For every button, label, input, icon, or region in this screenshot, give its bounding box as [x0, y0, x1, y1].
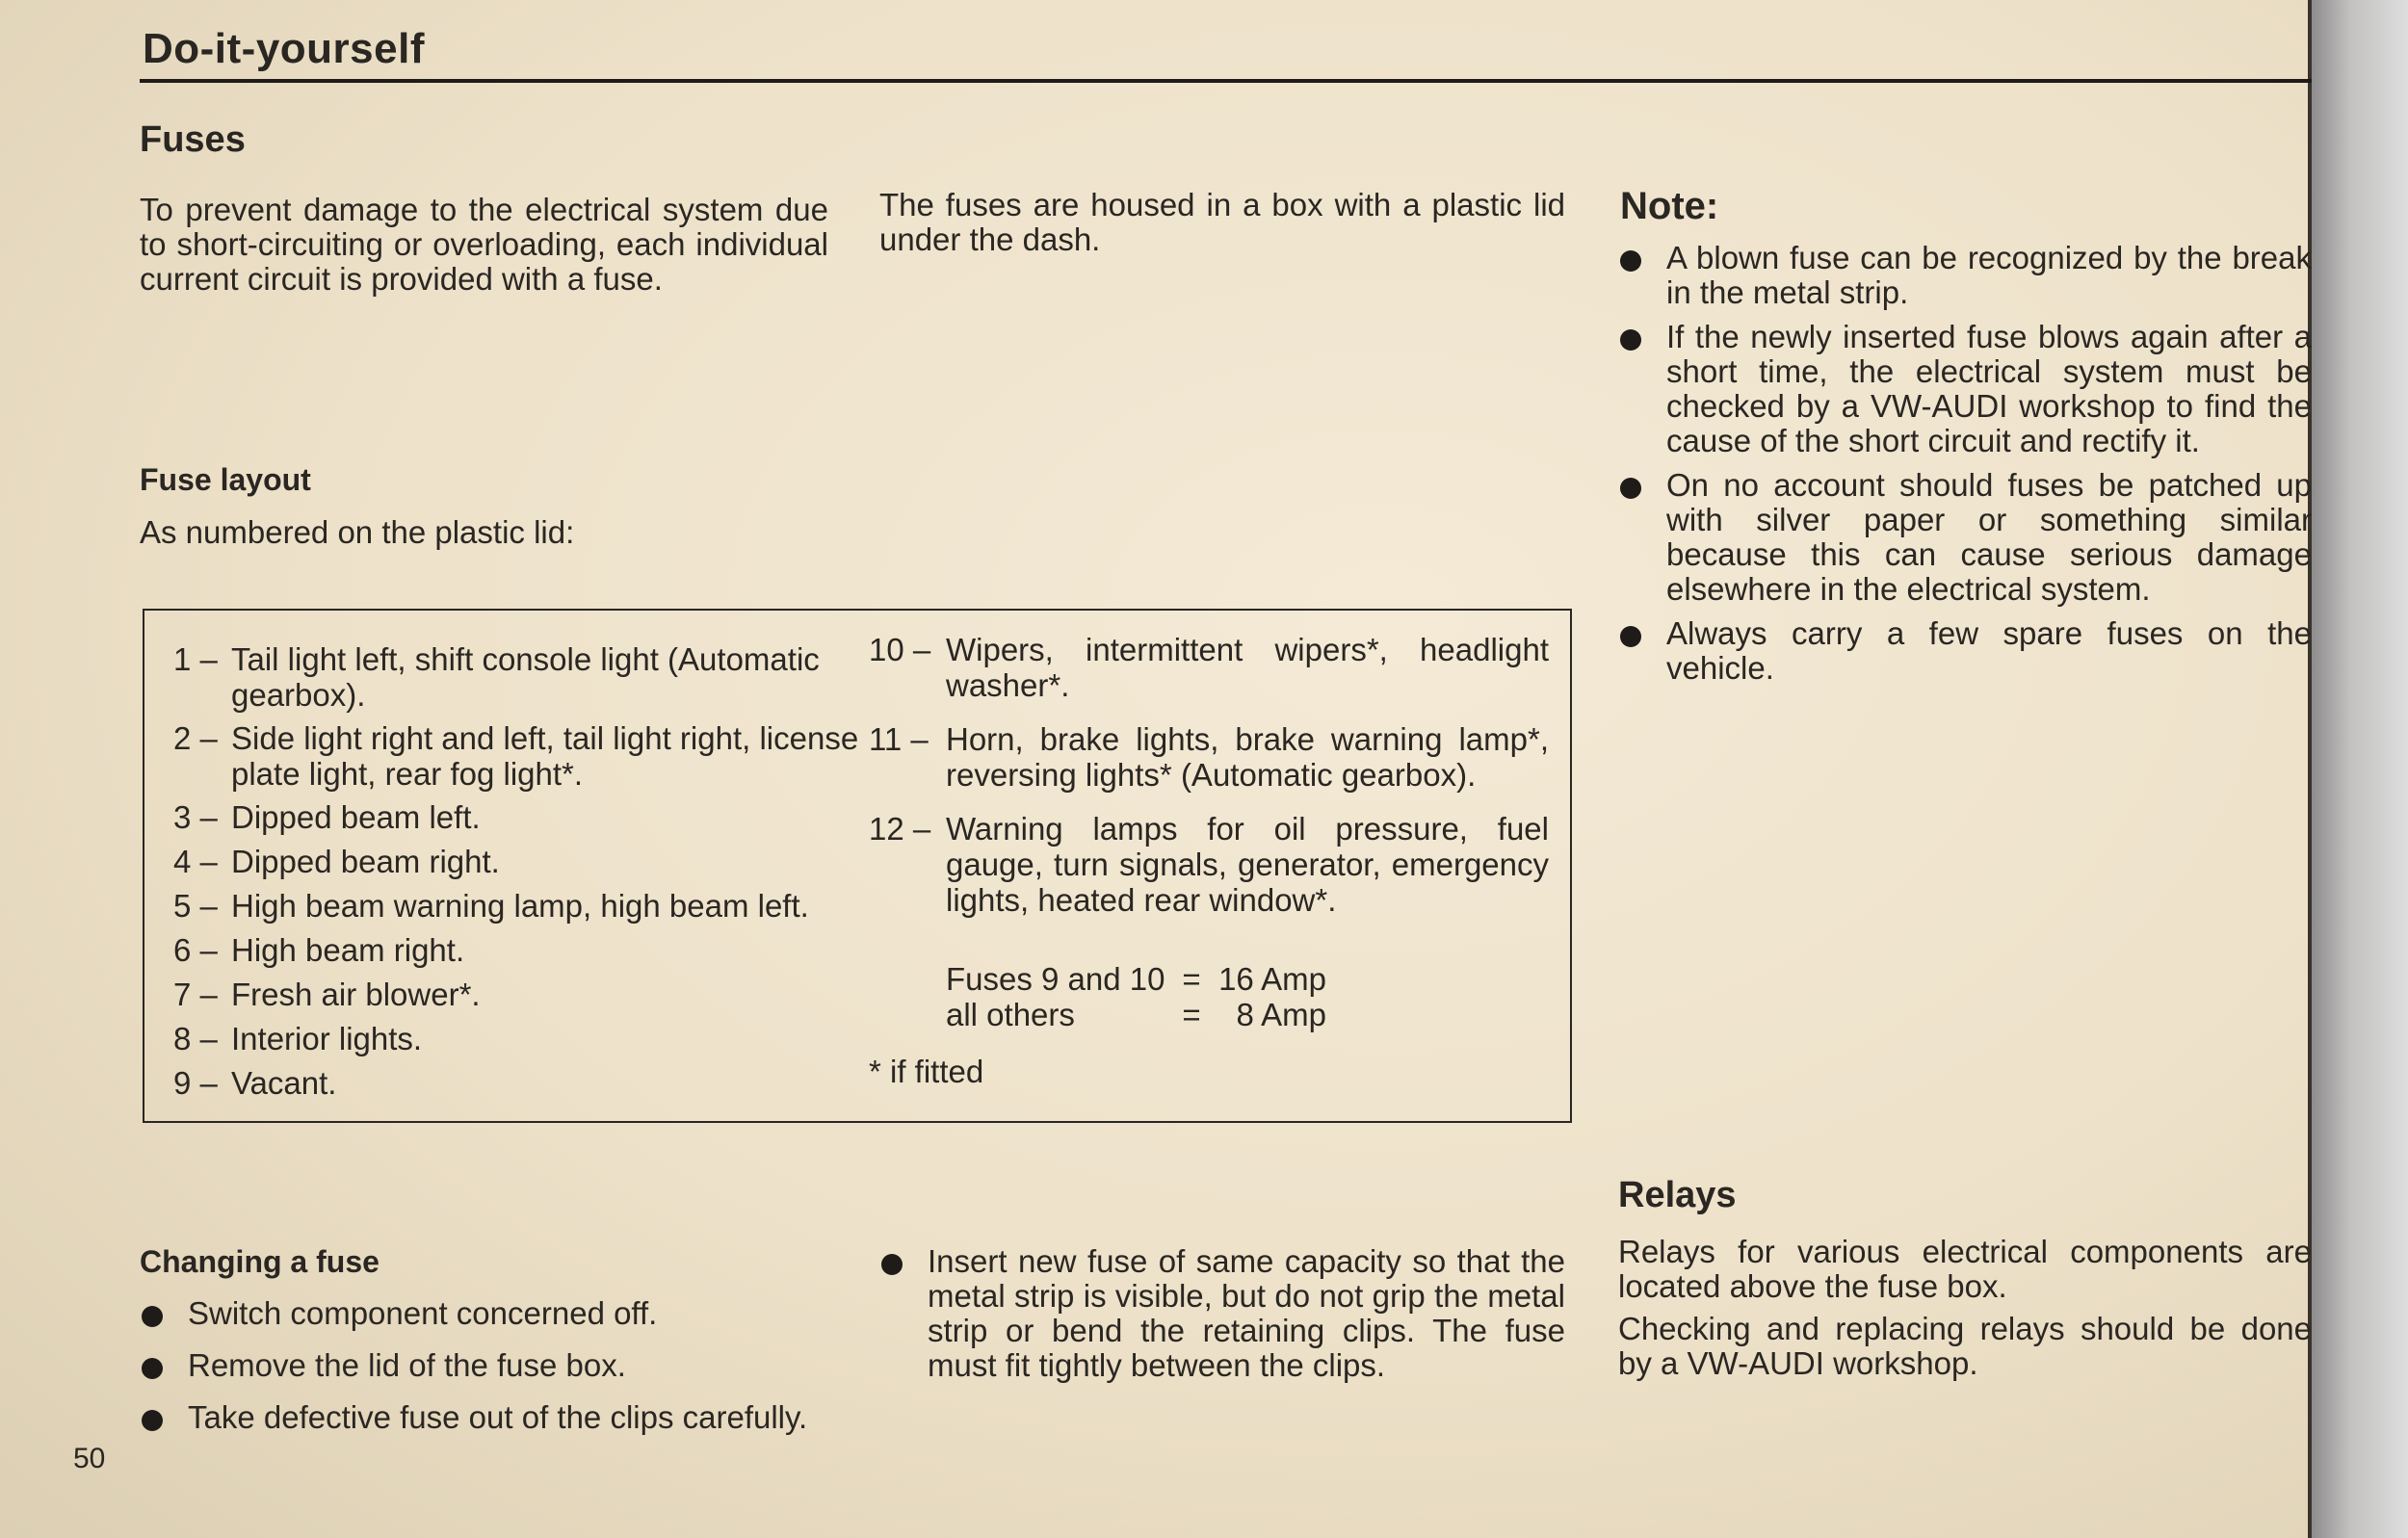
fuse-item: 1 – Tail light left, shift console light (Automatic gearbox).	[173, 641, 820, 713]
relays-heading: Relays	[1618, 1175, 1737, 1215]
fuse-list-right	[869, 632, 1549, 918]
fuse-layout-table	[143, 609, 1572, 1123]
amperage-row: all others = 8 Amp	[946, 997, 1326, 1032]
note-item: Always carry a few spare fuses on the vehicle.	[1618, 616, 2312, 686]
fuse-list-left	[173, 641, 877, 1101]
section-title: Do-it-yourself	[143, 25, 425, 72]
fuse-item: 6 – High beam right.	[173, 932, 465, 968]
fuse-item: 3 – Dipped beam left.	[173, 799, 481, 835]
changing-fuse-steps	[140, 1296, 828, 1435]
fuse-item: 4 – Dipped beam right.	[173, 844, 500, 879]
note-item: A blown fuse can be recognized by the break in the metal strip.	[1618, 241, 2312, 310]
header-rule	[140, 79, 2312, 83]
fuses-intro: To prevent damage to the electrical system due to short-circuiting or overloading, each individual current circuit is provided with a fuse.	[140, 192, 828, 297]
changing-fuse-steps-continued	[879, 1244, 1565, 1383]
fuse-item: 7 – Fresh air blower*.	[173, 977, 481, 1012]
note-item: On no account should fuses be patched up with silver paper or something similar because this can cause serious damage elsewhere in the electrical system.	[1618, 468, 2312, 607]
fuses-heading: Fuses	[140, 119, 246, 160]
fuse-item: 12 – Warning lamps for oil pressure, fuel gauge, turn signals, generator, emergency lights, heated rear window*.	[869, 811, 1549, 918]
fuse-item: 10 – Wipers, intermittent wipers*, headlight washer*.	[869, 632, 1549, 703]
fuse-layout-subtitle: As numbered on the plastic lid:	[140, 514, 575, 550]
fuse-item: 9 – Vacant.	[173, 1065, 337, 1101]
fuse-item: 2 – Side light right and left, tail light right, license plate light, rear fog light*.	[173, 720, 859, 792]
fuses-housing: The fuses are housed in a box with a plastic lid under the dash.	[879, 187, 1565, 257]
changing-fuse-heading: Changing a fuse	[140, 1244, 380, 1279]
page-edge-shadow	[2312, 0, 2408, 1538]
fuse-amperage	[946, 961, 1326, 1032]
step-item: Insert new fuse of same capacity so that the metal strip is visible, but do not grip the metal strip or bend the retaining clips. The fuse must fit tightly between the clips.	[879, 1244, 1565, 1383]
note-list	[1618, 241, 2312, 686]
relays-service: Checking and replacing relays should be done by a VW-AUDI workshop.	[1618, 1312, 2312, 1381]
note-heading: Note:	[1620, 185, 1719, 227]
fuse-item: 11 – Horn, brake lights, brake warning lamp*, reversing lights* (Automatic gearbox).	[869, 721, 1549, 793]
footnote: * if fitted	[869, 1054, 984, 1089]
page-number: 50	[73, 1443, 106, 1474]
step-item: Remove the lid of the fuse box.	[140, 1348, 828, 1383]
step-item: Take defective fuse out of the clips carefully.	[140, 1400, 828, 1435]
note-item: If the newly inserted fuse blows again after a short time, the electrical system must be checked by a VW-AUDI workshop to find the cause of the short circuit and rectify it.	[1618, 320, 2312, 458]
fuse-item: 8 – Interior lights.	[173, 1021, 423, 1056]
step-item: Switch component concerned off.	[140, 1296, 828, 1331]
fuse-layout-heading: Fuse layout	[140, 462, 311, 497]
amperage-row: Fuses 9 and 10 = 16 Amp	[946, 961, 1326, 997]
relays-location: Relays for various electrical components are located above the fuse box.	[1618, 1235, 2312, 1304]
fuse-item: 5 – High beam warning lamp, high beam left.	[173, 888, 809, 924]
